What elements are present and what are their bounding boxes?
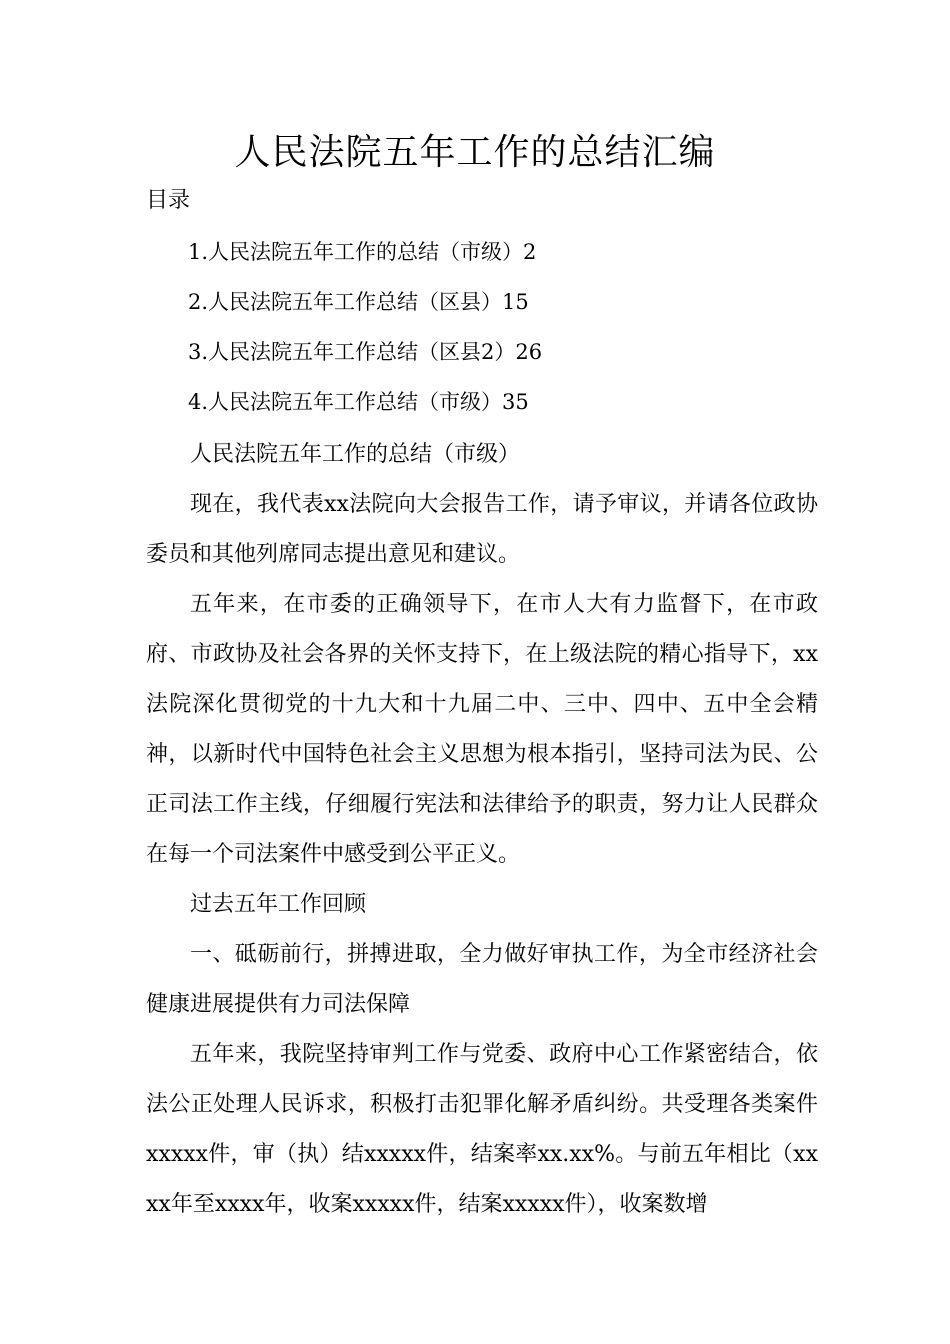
paragraph: 五年来，我院坚持审判工作与党委、政府中心工作紧密结合，依法公正处理人民诉求，积极打击犯罪化解矛盾纠纷。共受理各类案件xxxxx件，审（执）结xxxxx件，结案率xx.xx%。与前五年相比（xxxx年至xxxx年，收案xxxxx件，结案xxxxx件），收案数增 <box>146 1042 818 1217</box>
section-heading: 一、砥砺前行，拼搏进取，全力做好审执工作，为全市经济社会健康进展提供有力司法保障 <box>146 942 818 1017</box>
section-heading: 过去五年工作回顾 <box>190 892 367 917</box>
toc-item: 4.人民法院五年工作总结（市级）35 <box>188 390 529 414</box>
toc-item: 1.人民法院五年工作的总结（市级）2 <box>188 240 537 264</box>
paragraph: 五年来，在市委的正确领导下，在市人大有力监督下，在市政府、市政协及社会各界的关怀支持下，在上级法院的精心指导下，xx法院深化贯彻党的十九大和十九届二中、三中、四中、五中全会精神，以新时代中国特色社会主义思想为根本指引，坚持司法为民、公正司法工作主线，仔细履行宪法和法律给予的职责，努力让人民群众在每一个司法案件中感受到公平正义。 <box>146 592 818 867</box>
toc-heading: 目录 <box>146 188 191 213</box>
toc-item: 2.人民法院五年工作总结（区县）15 <box>188 290 529 314</box>
document-title: 人民法院五年工作的总结汇编 <box>234 132 716 173</box>
toc-item: 3.人民法院五年工作总结（区县2）26 <box>188 340 543 364</box>
document-body <box>146 430 818 1230</box>
paragraph: 现在，我代表xx法院向大会报告工作，请予审议，并请各位政协委员和其他列席同志提出意见和建议。 <box>146 492 818 567</box>
table-of-contents <box>188 235 542 435</box>
section-title: 人民法院五年工作的总结（市级） <box>190 442 521 467</box>
